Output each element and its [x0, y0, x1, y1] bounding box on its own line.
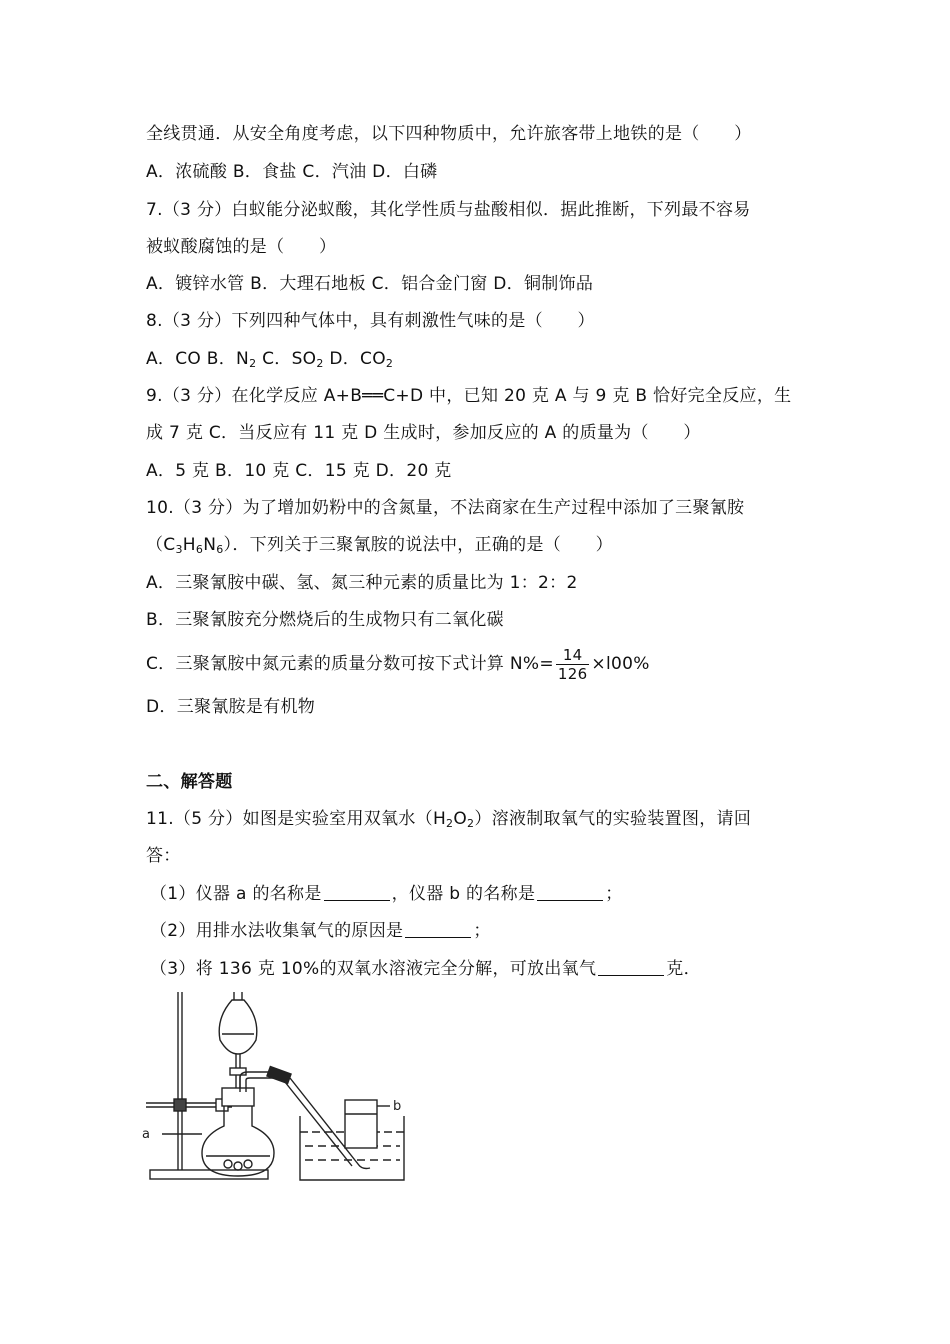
rubber-stopper	[222, 1088, 254, 1106]
q11-part-3: （3）将 136 克 10%的双氧水溶液完全分解，可放出氧气 克．	[150, 959, 701, 979]
answer-blank[interactable]	[537, 882, 603, 901]
q9-options: A．5 克 B．10 克 C．15 克 D．20 克	[146, 461, 452, 481]
q11-part-1: （1）仪器 a 的名称是 ，仪器 b 的名称是 ；	[150, 884, 623, 904]
q8-stem: 8.（3 分）下列四种气体中，具有刺激性气味的是（ ）	[146, 311, 595, 331]
q11-stem-line-1: 11.（5 分）如图是实验室用双氧水$(H_2O_2)$溶液制取氧气的实验装置图，请回	[146, 809, 752, 830]
q10-stem-line-2: $(C_3H_6N_6)$．下列关于三聚氰胺的说法中，正确的是（ ）	[146, 535, 613, 556]
q6-options: A．浓硫酸 B．食盐 C．汽油 D．白磷	[146, 162, 438, 182]
gas-collecting-bottle	[345, 1100, 377, 1148]
answer-blank[interactable]	[324, 882, 390, 901]
q11-part-2: （2）用排水法收集氧气的原因是 ；	[150, 921, 491, 941]
q10-stem-line-1: 10.（3 分）为了增加奶粉中的含氮量，不法商家在生产过程中添加了三聚氰胺	[146, 498, 745, 518]
separatory-funnel	[219, 1000, 257, 1054]
label-b: b	[393, 1099, 402, 1114]
q10-option-b: B．三聚氰胺充分燃烧后的生成物只有二氧化碳	[146, 610, 504, 630]
oxygen-apparatus-figure	[140, 988, 415, 1188]
q10-option-d: D．三聚氰胺是有机物	[146, 697, 316, 717]
q7-options: A．镀锌水管 B．大理石地板 C．铝合金门窗 D．铜制饰品	[146, 274, 594, 294]
q10-option-c: C．三聚氰胺中氮元素的质量分数可按下式计算 N%= $\frac{14}{126}$ ×l00%	[146, 645, 650, 683]
answer-blank[interactable]	[405, 919, 471, 938]
section-title: 二、解答题	[146, 772, 233, 792]
q8-options: A．CO B．$N_2$ C．$SO_2$ D．$CO_2$	[146, 349, 394, 370]
round-bottom-flask	[202, 1106, 274, 1176]
q9-stem-line-2: 成 7 克 C．当反应有 11 克 D 生成时，参加反应的 A 的质量为（ ）	[146, 423, 701, 443]
label-a: a	[142, 1127, 150, 1142]
mass-fraction: $\frac{14}{126}$	[557, 645, 588, 683]
q6-stem-line: 全线贯通．从安全角度考虑，以下四种物质中，允许旅客带上地铁的是（ ）	[146, 124, 752, 144]
q11-stem-line-2: 答：	[146, 846, 181, 866]
q9-stem-line-1: 9.（3 分）在化学反应 A+B══C+D 中，已知 20 克 A 与 9 克 B 恰好完全反应，生	[146, 386, 792, 406]
q7-stem-line-2: 被蚁酸腐蚀的是（ ）	[146, 237, 337, 257]
q7-stem-line-1: 7.（3 分）白蚁能分泌蚁酸，其化学性质与盐酸相似．据此推断，下列最不容易	[146, 200, 751, 220]
answer-blank[interactable]	[598, 957, 664, 976]
q10-option-a: A．三聚氰胺中碳、氢、氮三种元素的质量比为 1：2：2	[146, 573, 578, 593]
